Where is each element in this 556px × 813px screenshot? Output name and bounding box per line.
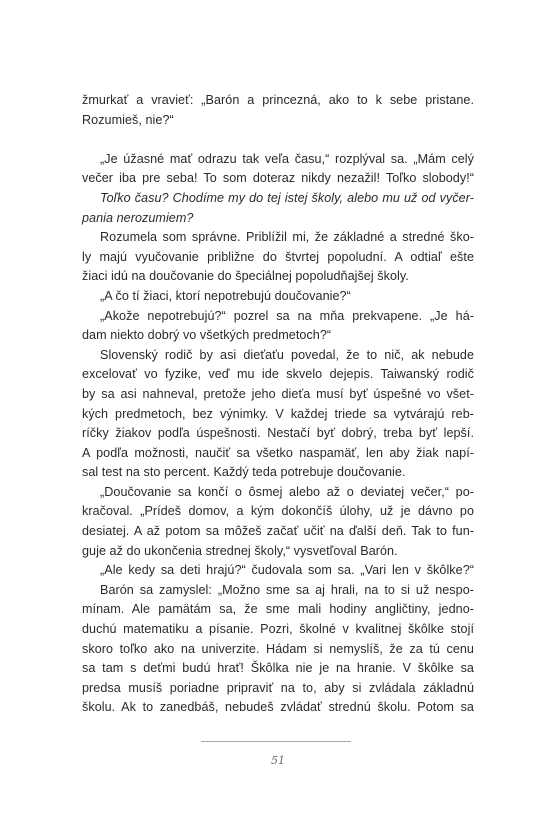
- text-line: A podľa možnosti, naučiť sa všetko naspamäť, len aby žiak napí-: [82, 445, 474, 460]
- text-line: Rozumela som správne. Priblížil mi, že základné a stredné ško-: [100, 230, 474, 245]
- text-line: ríčky žiakov podľa úspešnosti. Nestačí byť dobrý, treba byť lepší.: [82, 426, 474, 441]
- text-line: Barón sa zamyslel: „Možno sme sa aj hrali, na to si už nespo-: [100, 582, 474, 597]
- text-line: mínam. Ale pamätám sa, že sme mali hodiny angličtiny, jedno-: [82, 602, 474, 617]
- text-line: žiaci idú na doučovanie do špeciálnej popoludňajšej školy.: [82, 269, 409, 284]
- text-line: Toľko času? Chodíme my do tej istej školy, alebo mu už od vyčer-: [100, 190, 474, 205]
- text-line: žmurkať a vravieť: „Barón a princezná, ako to k sebe pristane.: [82, 93, 474, 107]
- text-line: Slovenský rodič by asi dieťaťu povedal, že to nič, ak nebude: [100, 347, 474, 362]
- text-line: „A čo tí žiaci, ktorí nepotrebujú doučovanie?“: [100, 288, 351, 303]
- text-line: duchú matematiku a písanie. Pozri, školné v kvalitnej škôlke stojí: [82, 622, 474, 637]
- body-text: [82, 91, 474, 718]
- text-line: desiatej. A až potom sa môžeš začať učiť na ďalší deň. Tak to fun-: [82, 524, 474, 539]
- text-line: pania nerozumiem?: [82, 210, 194, 225]
- text-line: školu. Ak to zanedbáš, nebudeš zvládať strednú školu. Potom sa: [82, 700, 474, 715]
- text-line: večer iba pre seba! To som doteraz nikdy nezažil! Toľko slobody!“: [82, 171, 474, 186]
- text-line: Rozumieš, nie?“: [82, 112, 174, 127]
- text-line: ly majú vyučovanie približne do štvrtej popoludní. A odtiaľ ešte: [82, 249, 474, 264]
- text-line: predsa musíš poriadne pripraviť na to, aby si zvládala základnú: [82, 680, 474, 695]
- paragraph-gap: [82, 130, 474, 150]
- text-line: kračoval. „Prídeš domov, a kým dokončíš úlohy, už je dávno po: [82, 504, 474, 519]
- text-line: skoro toľko ako na univerzite. Hádam si nemyslíš, že za tú cenu: [82, 641, 474, 656]
- text-line: guje až do ukončenia strednej školy,“ vysvetľoval Barón.: [82, 543, 398, 558]
- text-line: sal test na sto percent. Každý teda potrebuje doučovanie.: [82, 465, 406, 480]
- text-line: excelovať vo fyzike, veď mu ide skvelo dejepis. Taiwanský rodič: [82, 367, 474, 382]
- text-line: „Je úžasné mať odrazu tak veľa času,“ rozplýval sa. „Mám celý: [100, 151, 474, 166]
- page-number: 51: [271, 754, 285, 767]
- text-line: „Doučovanie sa končí o ôsmej alebo až o deviatej večer,“ po-: [100, 484, 474, 499]
- text-line: „Ale kedy sa deti hrajú?“ čudovala som sa. „Vari len v škôlke?“: [100, 563, 474, 578]
- text-line: by sa asi nahneval, pretože jeho dieťa musí byť úspešné vo všet-: [82, 386, 474, 401]
- text-line: „Akože nepotrebujú?“ pozrel sa na mňa prekvapene. „Je há-: [100, 308, 474, 323]
- footer-divider: [201, 741, 351, 742]
- text-line: dam niekto dobrý vo všetkých predmetoch?“: [82, 328, 332, 343]
- text-line: kých predmetoch, bez výnimky. V každej triede sa vytvárajú reb-: [82, 406, 474, 421]
- text-line: sa tam s deťmi budú hrať! Škôlka nie je na hranie. V škôlke sa: [82, 661, 474, 676]
